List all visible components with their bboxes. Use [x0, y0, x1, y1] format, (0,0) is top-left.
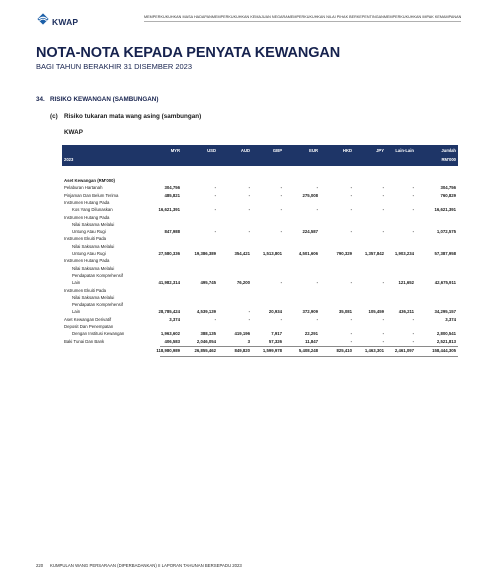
cell-jumlah: 3,374: [445, 316, 456, 322]
section-heading: [36, 96, 158, 103]
cell-hkd: 35,081: [338, 309, 352, 315]
cell-myr: 16,621,391: [158, 207, 180, 213]
cell-myr: 847,988: [164, 229, 180, 235]
cell-lain-lain: 1,903,234: [394, 251, 414, 256]
cell-lain-lain: -: [412, 229, 414, 235]
cell-aud: 76,200: [236, 280, 250, 286]
table-year-header: 2023: [64, 157, 74, 162]
cell-hkd: -: [350, 192, 352, 198]
cell-myr: 406,583: [164, 338, 180, 344]
cell-myr: 27,580,336: [158, 251, 180, 256]
row-label: Lain: [72, 280, 81, 286]
cell-usd: -: [214, 207, 216, 213]
total-eur: 5,408,248: [298, 347, 318, 353]
row-label: Pinjaman Dan Belum Terima: [64, 192, 119, 198]
row-label: Aset Kewangan Derivatif: [64, 316, 112, 322]
cell-jumlah: 1,072,575: [436, 229, 456, 235]
row-label: Lain: [72, 309, 81, 315]
row-label: Instrumen Ekuiti Pada: [64, 287, 107, 293]
cell-jpy: -: [382, 207, 384, 213]
footer-text: KUMPULAN WANG PERSARAAN (DIPERBADANKAN) II LAPORAN TAHUNAN BERSEPADU 2023: [50, 563, 242, 568]
column-header-lain-lain: Lain-Lain: [395, 148, 414, 153]
row-label: Nilai Saksama Melalui: [72, 265, 115, 271]
cell-aud: 419,196: [234, 331, 250, 337]
cell-jpy: -: [382, 280, 384, 286]
nav-tab-masa-hadapan[interactable]: MEMPERKUKUHKAN MASA HADAPAN: [144, 15, 212, 22]
cell-eur: -: [316, 185, 318, 191]
row-label: Deposit Dan Penempatan: [64, 324, 114, 329]
cell-usd: 19,386,389: [194, 251, 216, 256]
total-jumlah: 158,444,305: [432, 347, 456, 353]
cell-hkd: -: [350, 207, 352, 213]
entity-label: KWAP: [64, 129, 83, 136]
cell-jumlah: 16,621,391: [434, 207, 456, 213]
nav-tab-kemajuan-negara[interactable]: MEMPERKUKUHKAN KEMAJUAN NEGARA: [212, 15, 288, 22]
cell-usd: 388,135: [200, 331, 216, 337]
row-label: Pendapatan Komprehensif: [72, 272, 123, 278]
cell-gbp: -: [280, 207, 282, 213]
page-title: NOTA-NOTA KEPADA PENYATA KEWANGAN: [36, 45, 341, 61]
cell-eur: -: [316, 207, 318, 213]
cell-myr: 485,821: [164, 192, 180, 198]
total-lain-lain: 2,461,097: [394, 347, 414, 353]
row-label: Pelaburan Hartanah: [64, 185, 103, 191]
cell-hkd: -: [350, 280, 352, 286]
cell-aud: -: [248, 185, 250, 191]
cell-myr: 3,374: [169, 316, 180, 322]
cell-gbp: -: [280, 316, 282, 322]
nav-tab-nilai-pihak[interactable]: MEMPERKUKUHKAN NILAI PIHAK BERKEPENTINGAN: [288, 15, 384, 22]
row-label: Instrumen Ekuiti Pada: [64, 236, 107, 242]
cell-gbp: -: [280, 192, 282, 198]
cell-usd: 495,745: [200, 280, 216, 286]
cell-aud: 354,421: [234, 251, 250, 256]
column-header-hkd: HKD: [342, 148, 352, 153]
cell-lain-lain: -: [412, 185, 414, 191]
kwap-logo-icon: [36, 12, 50, 31]
cell-usd: -: [214, 316, 216, 322]
cell-aud: -: [248, 207, 250, 213]
cell-eur: 11,847: [305, 338, 318, 344]
cell-usd: 4,539,139: [196, 309, 216, 315]
cell-jpy: -: [382, 185, 384, 191]
row-label: Nilai Saksama Melalui: [72, 294, 115, 300]
subsection-label: (c): [50, 113, 58, 120]
cell-usd: -: [214, 192, 216, 198]
top-header: [36, 12, 462, 28]
cell-jumlah: 57,387,958: [434, 251, 456, 256]
cell-lain-lain: -: [412, 331, 414, 337]
cell-gbp: -: [280, 229, 282, 235]
cell-hkd: 790,329: [336, 251, 352, 256]
row-label: Dengan Institusi Kewangan: [72, 331, 125, 337]
total-aud: 849,820: [234, 347, 250, 353]
cell-gbp: 57,326: [268, 338, 282, 344]
cell-eur: 22,291: [304, 331, 318, 337]
page-subtitle: BAGI TAHUN BERAKHIR 31 DISEMBER 2023: [36, 62, 193, 71]
cell-aud: -: [248, 316, 250, 322]
row-label: Kos Yang Dilunaskan: [72, 207, 113, 213]
column-header-jpy: JPY: [376, 148, 384, 153]
cell-hkd: -: [350, 331, 352, 337]
cell-lain-lain: -: [412, 338, 414, 344]
cell-aud: 3: [247, 338, 250, 344]
cell-gbp: 20,934: [268, 309, 282, 315]
nav-tab-impak-kemampanan[interactable]: MEMPERKUKUHKAN IMPAK KEMAMPANAN: [384, 15, 461, 22]
cell-jumlah: 2,521,813: [436, 338, 456, 344]
row-label: Instrumen Hutang Pada: [64, 214, 110, 220]
row-label: Aset Kewangan (RM'000): [64, 178, 115, 183]
cell-myr: 1,963,602: [160, 331, 180, 337]
row-label: Pendapatan Komprehensif: [72, 302, 123, 308]
column-unit-label: RM'000: [441, 157, 456, 162]
header-nav: [144, 15, 462, 22]
column-header-myr: MYR: [170, 148, 180, 153]
cell-usd: -: [214, 229, 216, 235]
cell-usd: 2,046,054: [196, 338, 216, 344]
subsection-text: Risiko tukaran mata wang asing (sambungan): [64, 113, 202, 120]
cell-lain-lain: -: [412, 316, 414, 322]
row-label: Baki Tunai Dan Bank: [64, 338, 105, 344]
cell-eur: 372,909: [302, 309, 318, 315]
cell-jumlah: 760,829: [440, 192, 456, 198]
total-usd: 26,855,462: [194, 347, 216, 353]
row-label: Untung Atau Rugi: [72, 251, 106, 256]
cell-eur: -: [316, 316, 318, 322]
cell-myr: 41,982,314: [158, 280, 180, 286]
row-label: Instrumen Hutang Pada: [64, 258, 110, 264]
brand-logo[interactable]: [36, 12, 78, 31]
section-text: RISIKO KEWANGAN (SAMBUNGAN): [50, 96, 159, 103]
page-footer: [36, 563, 242, 568]
cell-usd: -: [214, 185, 216, 191]
cell-jpy: -: [382, 192, 384, 198]
cell-hkd: -: [350, 185, 352, 191]
page-number: 220: [36, 563, 44, 568]
cell-hkd: -: [350, 316, 352, 322]
cell-jpy: -: [382, 229, 384, 235]
table-total-row: [62, 347, 458, 355]
cell-eur: -: [316, 280, 318, 286]
cell-hkd: -: [350, 338, 352, 344]
cell-jumlah: 34,295,157: [434, 309, 456, 315]
cell-aud: -: [248, 229, 250, 235]
column-header-gbp: GBP: [272, 148, 282, 153]
cell-jpy: 105,459: [368, 309, 384, 315]
cell-jumlah: 42,675,911: [434, 280, 456, 286]
cell-myr: 28,785,424: [158, 309, 180, 315]
row-label: Instrumen Hutang Pada: [64, 199, 110, 205]
cell-jpy: -: [382, 338, 384, 344]
cell-lain-lain: 436,211: [398, 309, 414, 315]
column-header-aud: AUD: [240, 148, 250, 153]
cell-jpy: -: [382, 331, 384, 337]
cell-eur: 275,008: [302, 192, 318, 198]
total-myr: 118,980,989: [156, 347, 180, 353]
cell-jumlah: 304,756: [440, 185, 456, 191]
cell-eur: 224,587: [302, 229, 318, 235]
cell-jpy: -: [382, 316, 384, 322]
total-hkd: 825,410: [336, 347, 352, 353]
cell-myr: 304,756: [164, 185, 180, 191]
subsection-heading: [50, 113, 201, 120]
cell-gbp: 1,513,801: [262, 251, 282, 256]
cell-gbp: 7,917: [271, 331, 282, 337]
row-label: Nilai Saksama Melalui: [72, 221, 115, 227]
total-jpy: 1,463,301: [364, 347, 384, 353]
cell-eur: 4,501,606: [298, 251, 318, 256]
column-header-eur: EUR: [309, 148, 318, 153]
brand-name: KWAP: [52, 16, 79, 27]
row-label: Nilai Saksama Melalui: [72, 243, 115, 249]
cell-lain-lain: -: [412, 207, 414, 213]
row-label: Untung Atau Rugi: [72, 229, 106, 235]
cell-lain-lain: 121,652: [398, 280, 414, 286]
cell-jpy: 1,357,842: [364, 251, 384, 256]
cell-aud: -: [248, 309, 250, 315]
column-header-usd: USD: [207, 148, 216, 153]
cell-gbp: -: [280, 185, 282, 191]
column-header-jumlah: Jumlah: [441, 148, 456, 153]
cell-gbp: -: [280, 280, 282, 286]
total-bottom-rule: [160, 356, 458, 357]
cell-jumlah: 2,800,541: [436, 331, 456, 337]
cell-hkd: -: [350, 229, 352, 235]
table-row: [62, 338, 458, 346]
section-number: 34.: [36, 96, 45, 103]
total-gbp: 1,599,978: [262, 347, 282, 353]
cell-lain-lain: -: [412, 192, 414, 198]
cell-aud: -: [248, 192, 250, 198]
